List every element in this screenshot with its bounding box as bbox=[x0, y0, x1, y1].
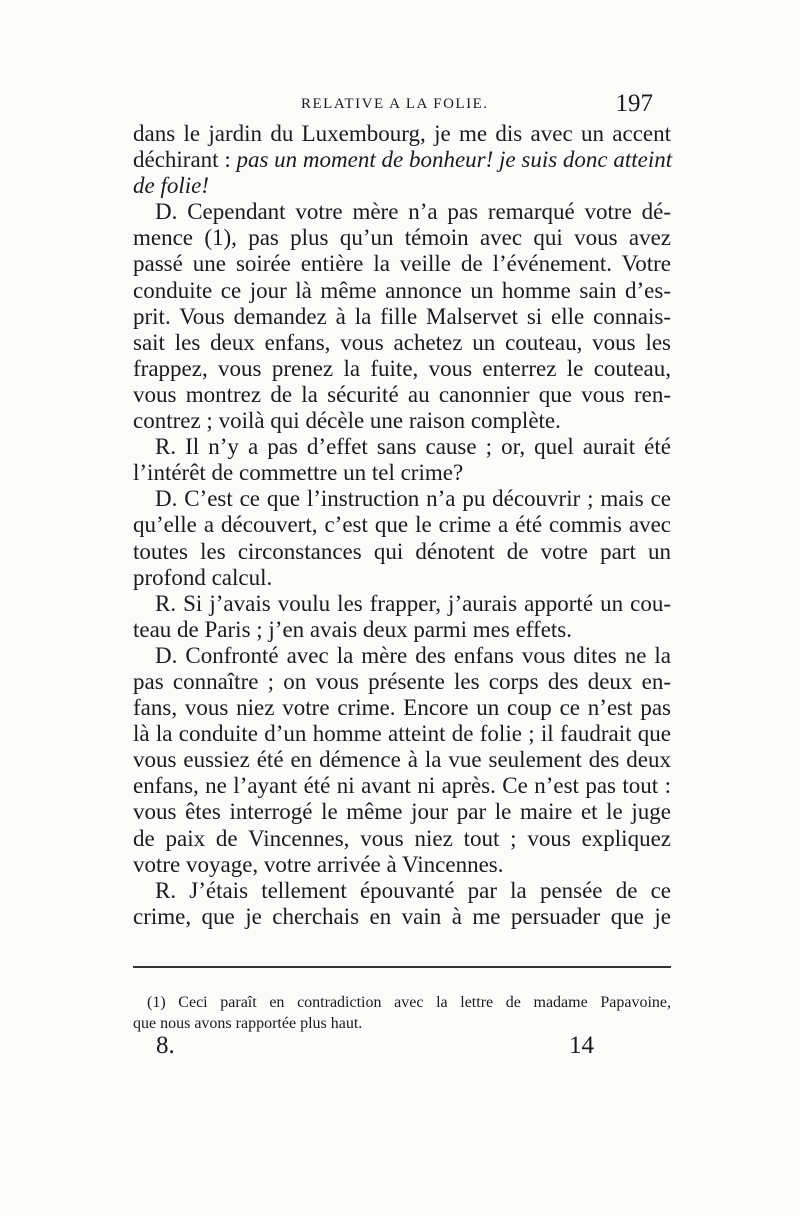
speaker-label: D. bbox=[155, 642, 178, 668]
text-line bbox=[133, 304, 671, 330]
text-line bbox=[133, 173, 671, 199]
text-line bbox=[133, 147, 671, 173]
footnote-line: (1) Ceci paraît en contradiction avec la lettre de madame Papavoine, bbox=[147, 994, 671, 1011]
text-line bbox=[133, 565, 671, 591]
footnote bbox=[133, 992, 671, 1034]
text-segment: conduite ce jour là même annonce un homme sain d’es- bbox=[133, 277, 671, 303]
text-segment: dans le jardin du Luxembourg, je me dis avec un accent bbox=[133, 121, 671, 146]
text-segment: contrez ; voilà qui décèle une raison complète. bbox=[133, 408, 561, 434]
text-line bbox=[133, 486, 671, 512]
text-segment: là la conduite d’un homme atteint de folie ; il faudrait que bbox=[133, 721, 671, 747]
text-line bbox=[133, 878, 671, 904]
speaker-label: D. bbox=[155, 199, 178, 225]
text-segment: qu’elle a découvert, c’est que le crime a été commis avec bbox=[133, 512, 671, 538]
running-head bbox=[133, 90, 653, 118]
text-segment: frappez, vous prenez la fuite, vous enterrez le couteau, bbox=[133, 355, 671, 381]
text-segment: pas un moment de bonheur! je suis donc atteint bbox=[236, 147, 673, 173]
text-segment: déchirant : bbox=[133, 147, 237, 173]
text-line bbox=[133, 382, 671, 408]
text-segment: l’intérêt de commettre un tel crime? bbox=[133, 460, 464, 486]
text-segment: de paix de Vincennes, vous niez tout ; vous expliquez bbox=[133, 825, 671, 851]
page-number: 197 bbox=[615, 90, 653, 117]
text-line bbox=[133, 747, 671, 773]
text-segment: J’étais tellement épouvanté par la pensée de ce bbox=[176, 877, 671, 903]
text-line bbox=[133, 434, 671, 460]
text-line bbox=[133, 773, 671, 799]
text-segment: vous êtes interrogé le même jour par le maire et le juge bbox=[133, 799, 671, 825]
body-text bbox=[133, 121, 671, 930]
text-segment: profond calcul. bbox=[133, 564, 273, 590]
text-segment: votre voyage, votre arrivée à Vincennes. bbox=[133, 851, 504, 877]
text-segment: de folie! bbox=[133, 173, 209, 199]
text-line bbox=[133, 199, 671, 225]
speaker-label: R. bbox=[155, 590, 177, 616]
text-line bbox=[133, 121, 671, 147]
text-segment: passé une soirée entière la veille de l’événement. Votre bbox=[133, 251, 671, 277]
text-line bbox=[133, 852, 671, 878]
text-line bbox=[133, 330, 671, 356]
text-line bbox=[133, 799, 671, 825]
text-segment: toutes les circonstances qui dénotent de votre part un bbox=[133, 538, 671, 564]
text-line bbox=[133, 904, 671, 930]
footnote-line: que nous avons rapportée plus haut. bbox=[133, 1015, 363, 1032]
text-segment: Il n’y a pas d’effet sans cause ; or, quel aurait été bbox=[176, 434, 671, 460]
text-line bbox=[133, 251, 671, 277]
text-line bbox=[133, 721, 671, 747]
text-segment: sait les deux enfans, vous achetez un couteau, vous les bbox=[133, 329, 671, 355]
text-segment: pas connaître ; on vous présente les corps des deux en- bbox=[133, 668, 671, 694]
signature-mark: 8. bbox=[156, 1032, 175, 1059]
text-segment: mence (1), pas plus qu’un témoin avec qui vous avez bbox=[133, 225, 671, 251]
text-line bbox=[133, 225, 671, 251]
speaker-label: R. bbox=[155, 877, 177, 903]
text-line bbox=[133, 278, 671, 304]
footnote-rule bbox=[133, 966, 671, 968]
text-line bbox=[133, 591, 671, 617]
text-line bbox=[133, 669, 671, 695]
running-title: RELATIVE A LA FOLIE. bbox=[301, 96, 489, 112]
text-line bbox=[133, 512, 671, 538]
catchword: 14 bbox=[569, 1032, 594, 1059]
text-segment: vous eussiez été en démence à la vue seulement des deux bbox=[133, 747, 671, 773]
text-line bbox=[133, 826, 671, 852]
text-segment: C’est ce que l’instruction n’a pu découvrir ; mais ce bbox=[177, 486, 671, 512]
text-segment: vous montrez de la sécurité au canonnier que vous ren- bbox=[133, 381, 671, 407]
text-segment: crime, que je cherchais en vain à me persuader que je bbox=[133, 903, 671, 929]
text-line bbox=[133, 695, 671, 721]
text-line bbox=[133, 643, 671, 669]
text-segment: Confronté avec la mère des enfans vous dites ne la bbox=[177, 642, 671, 668]
text-segment: fans, vous niez votre crime. Encore un coup ce n’est pas bbox=[133, 695, 671, 721]
text-line bbox=[133, 617, 671, 643]
text-segment: Si j’avais voulu les frapper, j’aurais apporté un cou- bbox=[176, 590, 671, 616]
text-line bbox=[133, 356, 671, 382]
text-line bbox=[133, 408, 671, 434]
text-line bbox=[133, 460, 671, 486]
text-segment: teau de Paris ; j’en avais deux parmi mes effets. bbox=[133, 616, 572, 642]
text-segment: enfans, ne l’ayant été ni avant ni après. Ce n’est pas tout : bbox=[133, 773, 671, 799]
speaker-label: D. bbox=[155, 486, 178, 512]
speaker-label: R. bbox=[155, 434, 177, 460]
text-line bbox=[133, 539, 671, 565]
text-segment: prit. Vous demandez à la fille Malservet si elle connais- bbox=[133, 303, 671, 329]
text-segment: Cependant votre mère n’a pas remarqué votre dé- bbox=[177, 199, 671, 225]
